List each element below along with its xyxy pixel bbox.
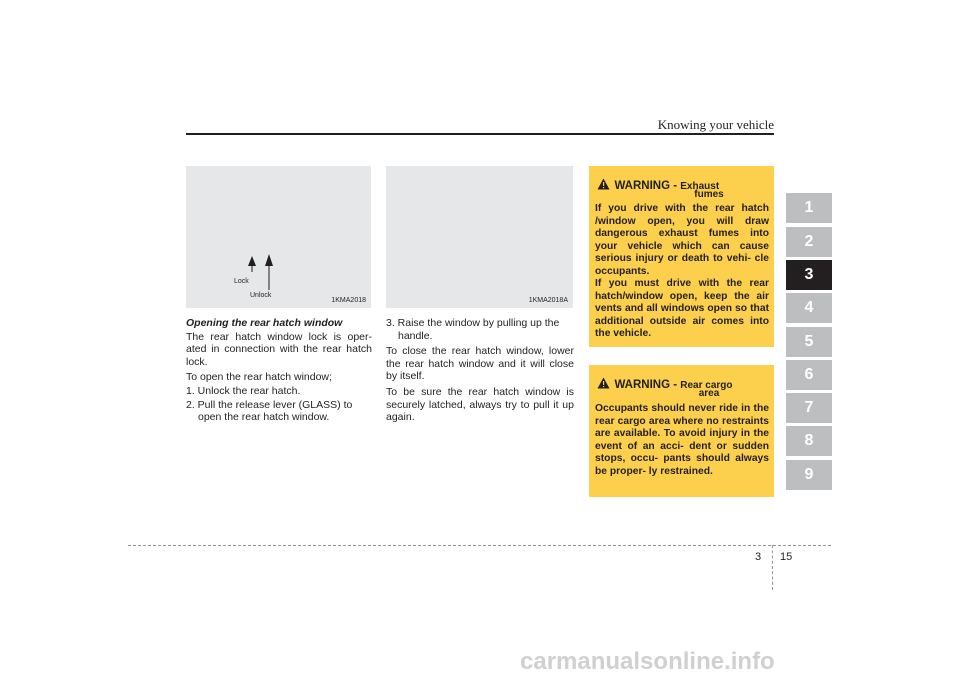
- unlock-label: Unlock: [250, 292, 272, 299]
- footer-divider: [772, 545, 773, 590]
- header-rule: [186, 133, 774, 135]
- step-2: 2. Pull the release lever (GLASS) to open the rear hatch window.: [186, 398, 353, 424]
- paragraph-latch: To be sure the rear hatch window is securely latched, always try to pull it up again.: [386, 385, 574, 424]
- paragraph-close: To close the rear hatch window, lower the rear hatch window and it will close by itself.: [386, 345, 574, 383]
- warning-text-1: Occupants should never ride in the rear cargo area where no restraints are available. To avoid injury in the event of an acci- dent or sudden stops, occu- pants should always be proper- ly restrained.: [595, 403, 769, 477]
- warning-subject-cont: fumes: [694, 189, 724, 200]
- chapter-tab-9[interactable]: 9: [786, 460, 832, 490]
- body-column-1: [186, 317, 372, 427]
- chapter-tab-4[interactable]: 4: [786, 293, 832, 323]
- warning-subject: Exhaust: [680, 181, 720, 192]
- figure-code: 1KMA2018: [331, 297, 366, 304]
- paragraph-lead: To open the rear hatch window;: [186, 371, 332, 384]
- lock-label: Lock: [234, 278, 249, 285]
- paragraph-intro: The rear hatch window lock is oper- ated in connection with the rear hatch lock.: [186, 330, 372, 368]
- warning-text-2: If you must drive with the rear hatch/window open, keep the air vents and all windows open so that additional outside air comes into the vehicle.: [595, 278, 769, 339]
- step-3: 3. Raise the window by pulling up the handle.: [386, 317, 560, 342]
- warning-subject-cont: area: [698, 388, 720, 399]
- warning-box-exhaust-fumes: [589, 166, 774, 347]
- figure-rear-hatch-window: [386, 166, 573, 308]
- body-column-2: [386, 317, 574, 427]
- chapter-tab-1[interactable]: 1: [786, 193, 832, 223]
- caption-opening-rear-hatch-window: Opening the rear hatch window: [186, 317, 343, 329]
- warning-triangle-icon: [597, 178, 610, 190]
- figure-code: 1KMA2018A: [528, 297, 568, 304]
- warning-text-1: If you drive with the rear hatch /window open, you will draw dangerous exhaust fumes into your vehicle which can cause serious injury or death to vehi- cle occupants.: [595, 203, 769, 277]
- chapter-tab-6[interactable]: 6: [786, 360, 832, 390]
- warning-label: WARNING -: [614, 180, 681, 192]
- section-title: Knowing your vehicle: [657, 117, 774, 132]
- step-1: 1. Unlock the rear hatch.: [186, 384, 301, 397]
- page-chapter-number: 3: [755, 551, 762, 563]
- warning-box-rear-cargo: [589, 365, 774, 497]
- chapter-tab-7[interactable]: 7: [786, 393, 832, 423]
- footer-rule: [128, 545, 831, 546]
- chapter-tab-8[interactable]: 8: [786, 426, 832, 456]
- page-number: 15: [780, 551, 793, 563]
- warning-subject: Rear cargo: [680, 380, 733, 391]
- chapter-tab-2[interactable]: 2: [786, 227, 832, 257]
- watermark: carmanualsonline.info: [520, 648, 775, 675]
- warning-triangle-icon: [597, 377, 610, 389]
- lock-unlock-arrows-icon: [186, 166, 371, 308]
- figure-rear-hatch-lock: [186, 166, 371, 308]
- chapter-tab-5[interactable]: 5: [786, 327, 832, 357]
- chapter-tab-3[interactable]: 3: [786, 260, 832, 290]
- warning-label: WARNING -: [614, 379, 681, 391]
